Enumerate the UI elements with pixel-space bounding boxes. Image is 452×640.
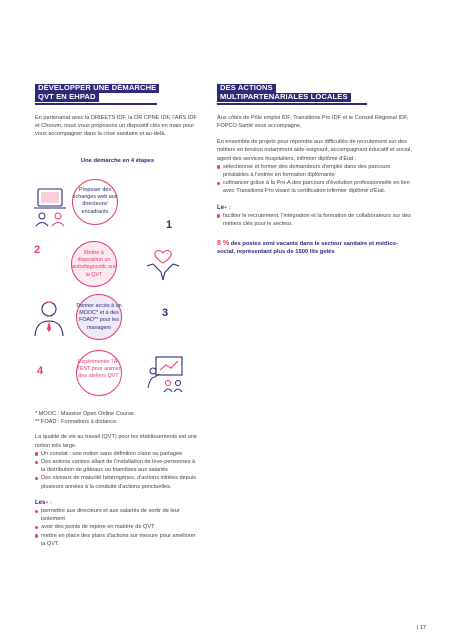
les-plus-label: Les+ : [35, 499, 53, 506]
step-3-text: Donner accès à un MOOC* et à des FOAD** pour les managers [76, 303, 122, 331]
step-1-number: 1 [166, 219, 173, 231]
quality-intro: La qualité de vie au travail (QVT) pour les établissements est une notion très large. [35, 434, 197, 449]
left-heading [35, 84, 200, 105]
manager-icon [32, 298, 66, 338]
quality-bullet: Des niveaux de maturité hétérogènes, d'actions initiées depuis plusieurs années à la conduite d'actions ponctuelles. [35, 474, 200, 490]
project-bullet: sélectionner et former des demandeurs d'emploi dans des parcours préalables à l'entrée en formation diplômante [217, 163, 412, 179]
quality-bullet: Un constat : une notion sans définition claire ou partagée [35, 450, 200, 458]
project-bullet: cofinancer grâce à la Pro-A des parcours d'évolution professionnelle en lien avec Transitions Pro visant la certification infirmier diplômé d'État. [217, 179, 412, 195]
le-plus-label: Le+ : [217, 204, 231, 211]
vacancy-stat [217, 240, 412, 256]
le-plus-bullet: faciliter le recrutement, l'intégration et la formation de collaborateurs sur des métiers clés pour le secteur. [217, 212, 412, 228]
page-number: | 17 [416, 625, 426, 631]
les-plus-bullet: mettre en place des plans d'actions sur mesure pour améliorer la QVT. [35, 532, 200, 548]
vacancy-stat-text: des postes sont vacants dans le secteur sanitaire et médico-social, représentant plus de 1500 lits gelés [217, 241, 398, 256]
right-intro: Aux côtés de Pôle emploi IDF, Transitions Pro IDF et le Conseil Régional IDF, FOPCO Santé vous accompagne, [217, 114, 409, 129]
right-projects: En ensemble de projets pour répondre aux difficultés de recrutement sur des métiers en tension notamment aide-soignant, accompagnant éducatif et social, agent des services hospitaliers, infirmier diplômé d'État : [217, 139, 412, 162]
computer-people-icon [30, 183, 70, 229]
left-lower [35, 410, 200, 548]
les-plus-bullet: avoir des points de repère en matière de QVT [35, 523, 200, 531]
right-heading-underline [217, 103, 367, 104]
left-column [35, 84, 200, 146]
left-heading-underline [35, 103, 157, 104]
step-2-text: Mettre à disposition un autodiagnostic sur la QVT [72, 250, 116, 278]
right-column [217, 84, 412, 256]
right-heading [217, 84, 412, 105]
right-heading-line2: MULTIPARTENARIALES LOCALES [217, 93, 351, 102]
steps-title: Une démarche en 4 étapes [80, 158, 155, 164]
step-2-number: 2 [34, 244, 41, 256]
step-4-number: 4 [37, 365, 44, 377]
vacancy-stat-number: 8 % [217, 240, 230, 248]
les-plus-bullet: permettre aux directeurs et aux salariés de sortir de leur isolement [35, 507, 200, 523]
footnote-foad: ** FOAD : Formations à distance. [35, 419, 118, 426]
left-intro: En partenariat avec la DRIEETS IDF, la DR CPNE IDF, l'ARS IDF et Chorum, nous vous proposons un dispositif clés en main pour vous accompagner dans la crise sanitaire et au-delà. [35, 114, 197, 138]
left-heading-line1: DÉVELOPPER UNE DÉMARCHE [35, 84, 159, 93]
quality-bullet: Des actions variées allant de l'installation de lève-personnes à la distribution de gâteaux ou friandises aux salariés [35, 458, 200, 474]
step-3-number: 3 [162, 307, 169, 319]
footnote-mooc: * MOOC : Massive Open Online Course. [35, 411, 136, 417]
step-1-text: Proposer des échanges web aux directeurs/ encadrants [72, 187, 118, 215]
left-heading-line2: QVT EN EHPAD [35, 93, 99, 102]
workshop-board-icon [146, 354, 188, 394]
hands-heart-icon [143, 244, 183, 284]
step-4-text: Expérimenter l'A-TEST pour animer des ateliers QVT [76, 359, 121, 380]
right-heading-line1: DES ACTIONS [217, 84, 276, 93]
